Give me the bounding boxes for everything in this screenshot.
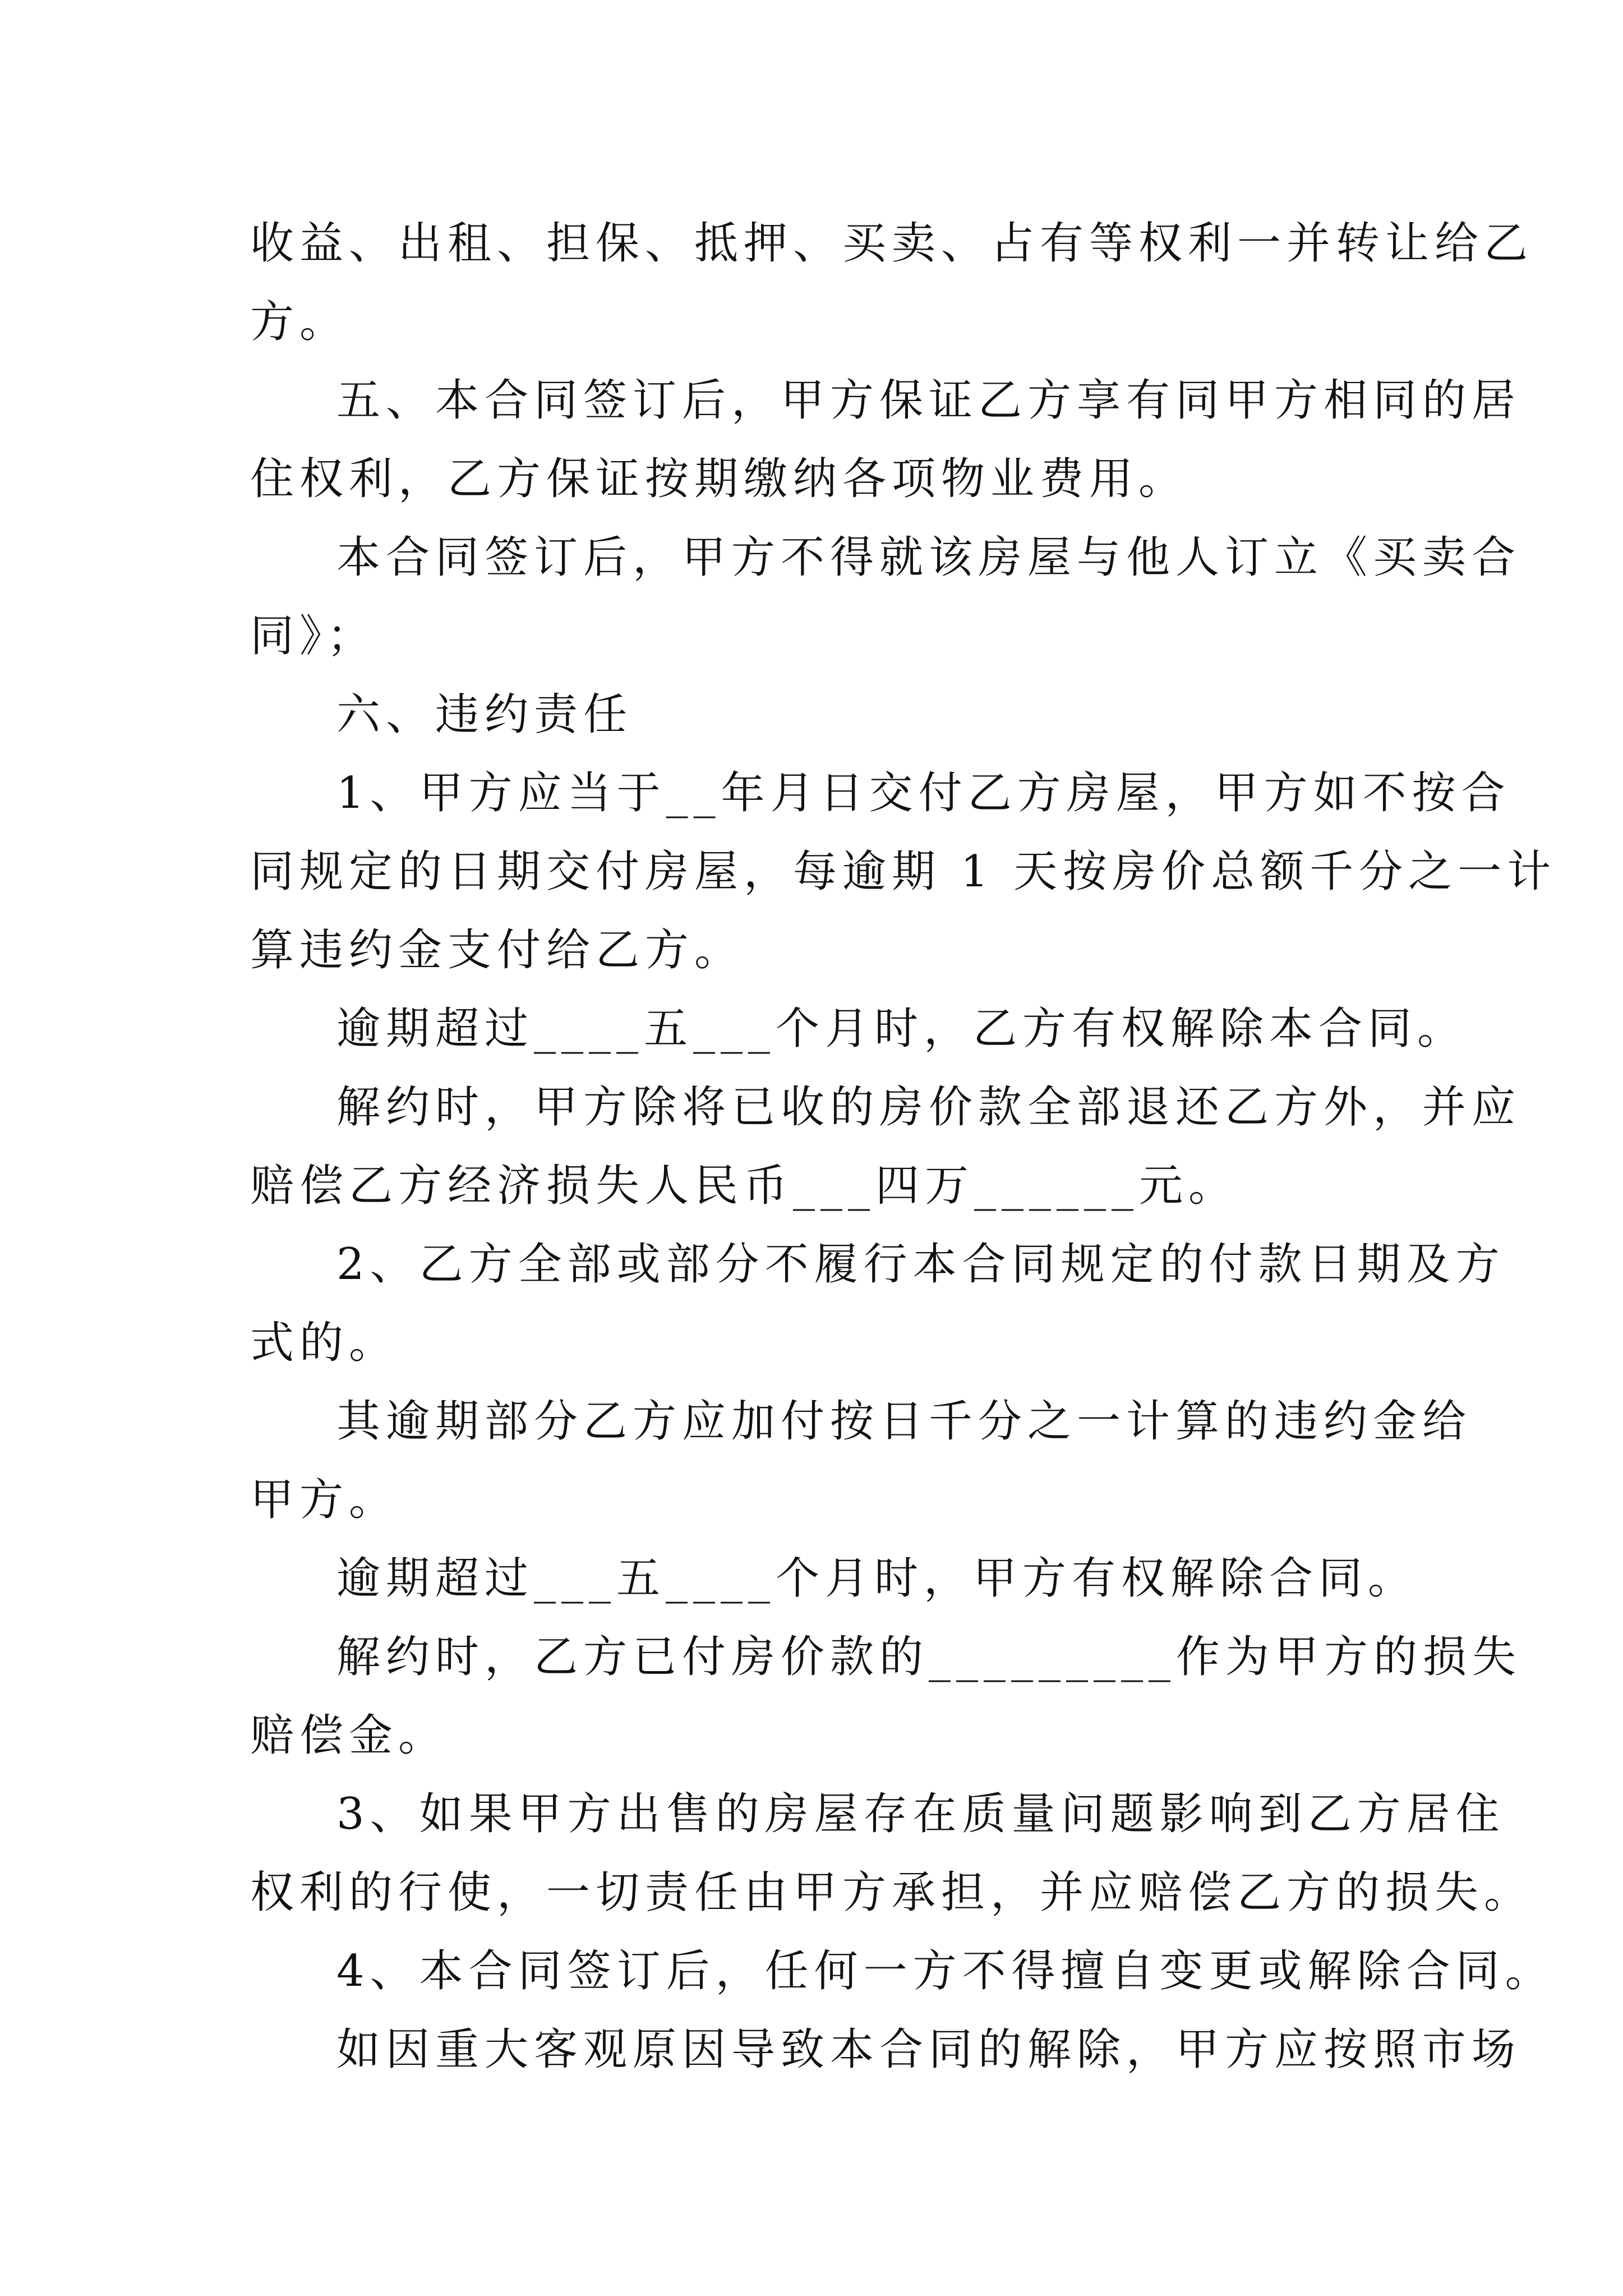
text-line: 2、乙方全部或部分不履行本合同规定的付款日期及方 <box>336 1239 1505 1290</box>
text-line: 赔偿金。 <box>250 1710 448 1761</box>
text-line: 同规定的日期交付房屋，每逾期 1 天按房价总额千分之一计 <box>250 846 1557 897</box>
text-line: 逾期超过____五___个月时，乙方有权解除本合同。 <box>336 1004 1467 1054</box>
text-line: 同》； <box>250 611 377 661</box>
text-line: 式的。 <box>250 1318 399 1368</box>
text-line: 逾期超过___五____个月时，甲方有权解除合同。 <box>336 1553 1418 1604</box>
text-line: 解约时，乙方已付房价款的_________作为甲方的损失 <box>336 1632 1522 1682</box>
text-line: 算违约金支付给乙方。 <box>250 925 744 976</box>
text-line: 方。 <box>250 297 349 347</box>
text-line: 其逾期部分乙方应加付按日千分之一计算的违约金给 <box>336 1396 1472 1447</box>
section-heading: 六、违约责任 <box>336 689 633 740</box>
text-line: 权利的行使，一切责任由甲方承担，并应赔偿乙方的损失。 <box>250 1867 1534 1918</box>
text-line: 赔偿乙方经济损失人民币___四万______元。 <box>250 1161 1238 1211</box>
text-line: 4、本合同签订后，任何一方不得擅自变更或解除合同。 <box>336 1946 1555 1996</box>
text-line: 本合同签订后，甲方不得就该房屋与他人订立《买卖合 <box>336 532 1521 583</box>
text-line: 如因重大客观原因导致本合同的解除，甲方应按照市场 <box>336 2024 1521 2075</box>
text-line: 五、本合同签订后，甲方保证乙方享有同甲方相同的居 <box>336 375 1521 426</box>
text-line: 住权利，乙方保证按期缴纳各项物业费用。 <box>250 454 1188 504</box>
text-line: 收益、出租、担保、抵押、买卖、占有等权利一并转让给乙 <box>250 218 1534 269</box>
text-line: 1、甲方应当于__年月日交付乙方房屋，甲方如不按合 <box>336 768 1511 818</box>
text-line: 3、如果甲方出售的房屋存在质量问题影响到乙方居住 <box>336 1789 1505 1839</box>
text-line: 解约时，甲方除将已收的房价款全部退还乙方外，并应 <box>336 1082 1521 1133</box>
text-line: 甲方。 <box>250 1475 399 1525</box>
